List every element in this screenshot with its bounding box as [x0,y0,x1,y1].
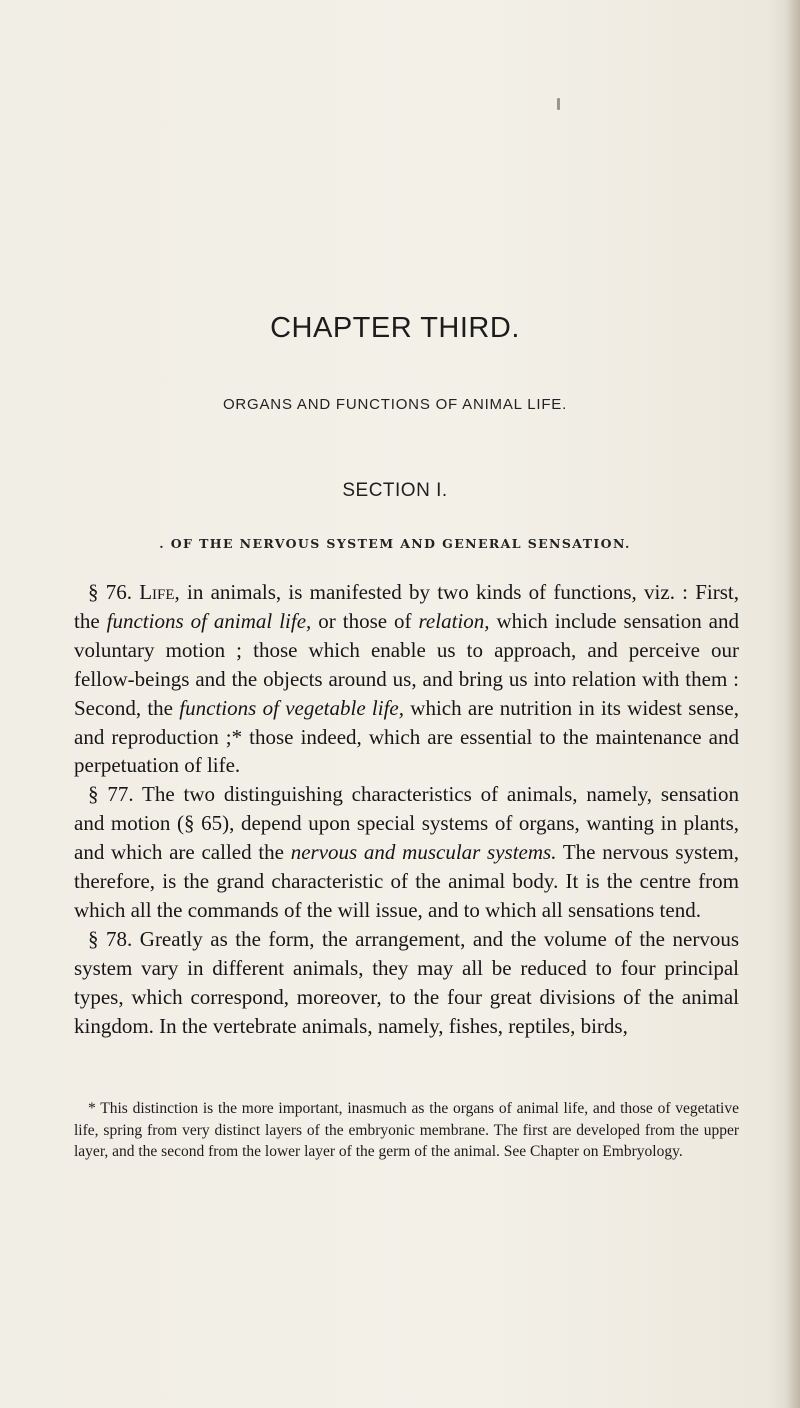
lead-word: Life, [139,580,180,604]
print-speck [557,98,560,110]
text-run: which include sensation and voluntary motion ; those which enable us to approach, and perceive our fellow-beings and the objects around us, and bring us into relation with them : Second, the [74,608,740,720]
chapter-title: CHAPTER THIRD. [270,312,520,344]
footnote [74,1098,739,1163]
paragraph-76 [74,578,739,780]
paragraph-number: § 77. [88,782,134,807]
text-run: in animals, is manifested by two kinds of functions, viz. : First, the [74,580,740,633]
paragraph-78 [74,925,739,1041]
section-subtitle: . OF THE NERVOUS SYSTEM AND GENERAL SENSATION. [159,536,631,551]
paragraph-number: § 76. [88,580,132,604]
text-run: The two distinguishing characteristics of animals, namely, sensation and motion (§ 65), depend upon special systems of organs, wanting in plants, and which are called the [74,782,739,865]
page-edge-shadow [786,0,800,1408]
text-run: Greatly as the form, the arrangement, and the volume of the nervous system vary in different animals, they may all be reduced to four principal types, which correspond, moreover, to the four great divisions of the animal kingdom. In the vertebrate animals, namely, fishes, reptiles, birds, [74,926,739,1038]
text-run: which are nutrition in its widest sense, and reproduction ;* those indeed, which are essential to the maintenance and perpetuation of life. [74,695,739,778]
part-title: ORGANS AND FUNCTIONS OF ANIMAL LIFE. [222,396,568,413]
paragraph-77 [74,780,739,925]
text-run: The nervous system, therefore, is the grand characteristic of the animal body. It is the centre from which all the commands of the will issue, and to which all sensations tend. [74,840,739,922]
paragraph-number: § 78. [88,926,133,951]
section-title: SECTION I. [342,480,448,501]
body-text [74,578,739,1041]
italic-term: functions of animal life, [106,608,312,633]
text-run: or those of [311,608,419,633]
italic-term: functions of vegetable life, [179,695,404,720]
italic-term: relation, [418,608,490,633]
italic-term: nervous and muscular systems. [290,840,557,865]
footnote-text: * This distinction is the more important, inasmuch as the organs of animal life, and those of vegetative life, spring from very distinct layers of the embryonic membrane. The first are developed from the upper layer, and the second from the lower layer of the germ of the animal. See Chapter on Embryology. [74,1100,739,1160]
